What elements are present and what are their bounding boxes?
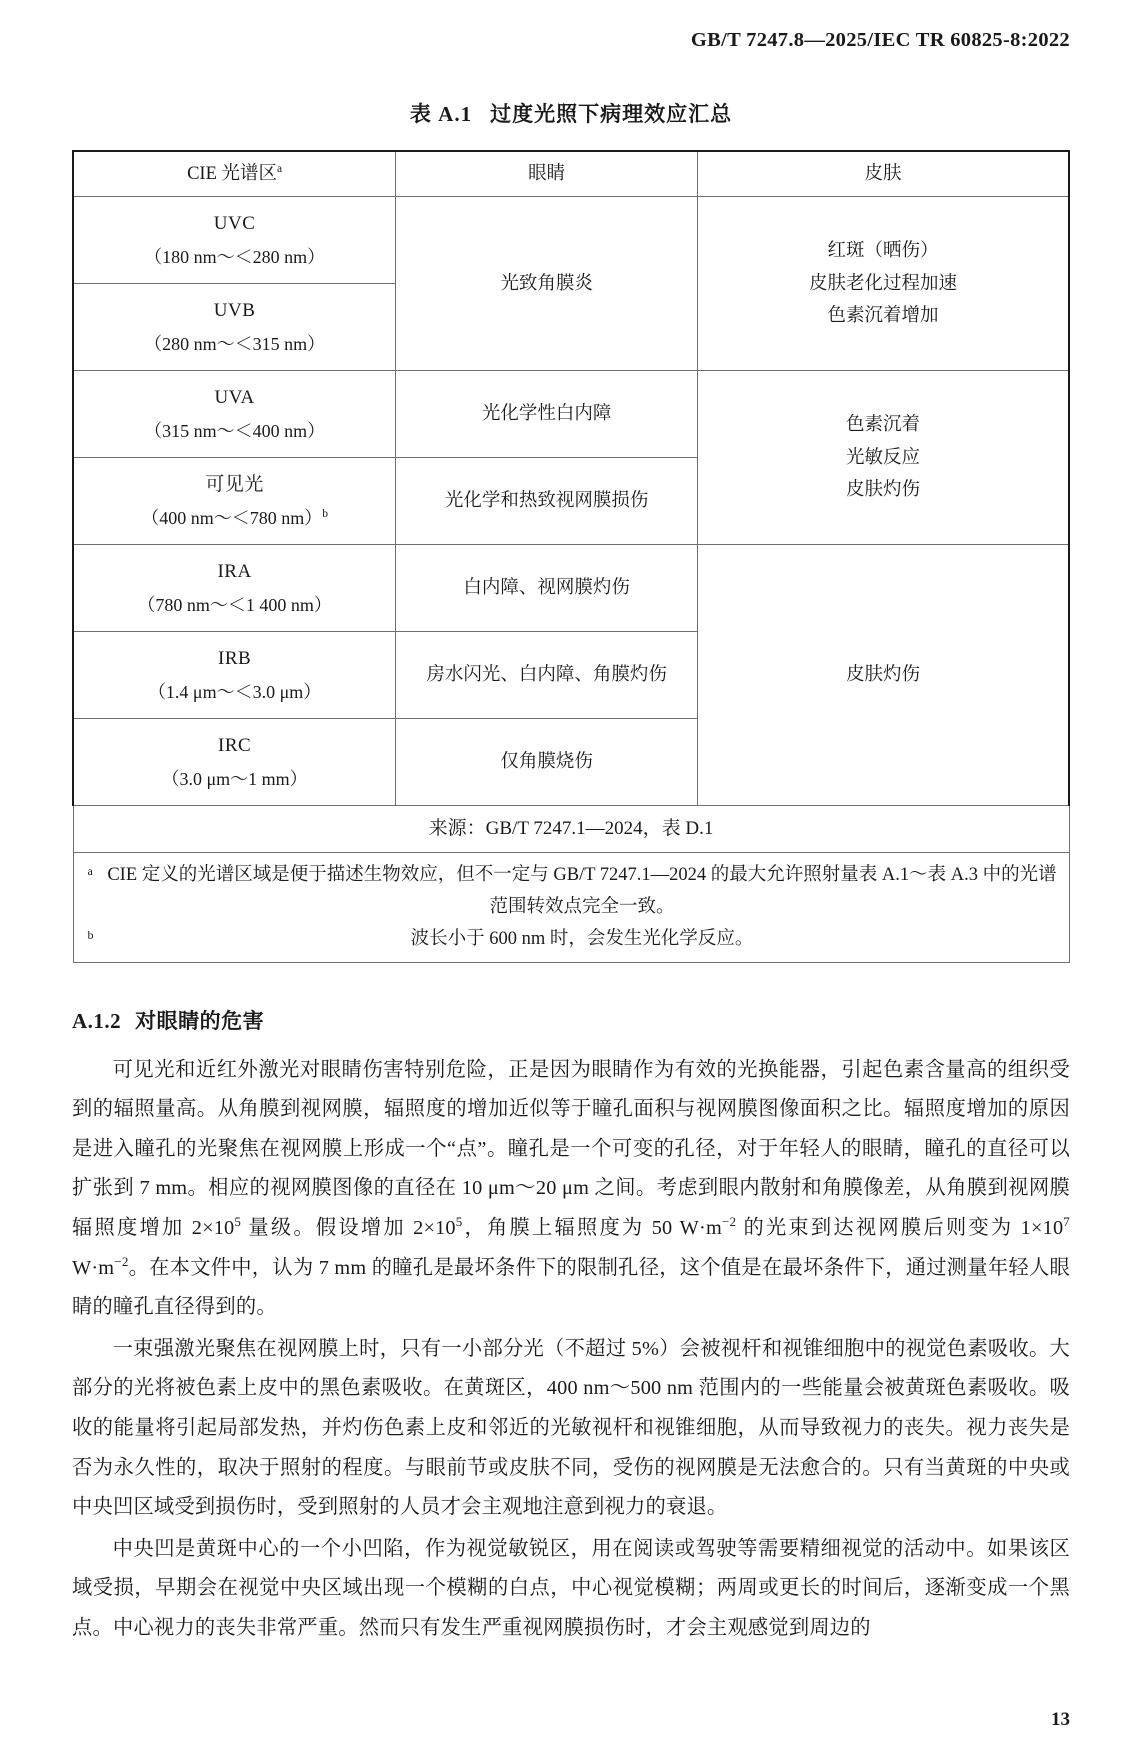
cell-band-uvb (73, 284, 396, 371)
exponent: −2 (721, 1214, 737, 1230)
skin-effect-line: 皮肤灼伤 (845, 480, 920, 501)
band-range: （1.4 μm～＜3.0 μm） (147, 682, 322, 703)
band-range: （280 nm～＜315 nm） (144, 334, 326, 355)
cell-band-ira (73, 545, 396, 632)
cell-eye-uva: 光化学性白内障 (396, 371, 698, 458)
footnote-mark-b: b (322, 508, 328, 521)
table-row-uvc (73, 197, 1069, 284)
cell-eye-irb: 房水闪光、白内障、角膜灼伤 (396, 632, 698, 719)
section-title: 对眼睛的危害 (135, 1008, 265, 1033)
band-name: UVB (213, 300, 256, 321)
table-row-uva (73, 371, 1069, 458)
exponent: 5 (234, 1214, 242, 1230)
footnote-b (82, 923, 1061, 955)
exponent: 5 (455, 1214, 463, 1230)
band-range: （3.0 μm～1 mm） (161, 769, 308, 790)
footnote-b-mark: b (87, 928, 94, 943)
table-header-row (73, 151, 1069, 197)
band-range: （780 nm～＜1 400 nm） (137, 595, 332, 616)
skin-effect-line: 光敏反应 (845, 447, 920, 468)
paragraph-3: 中央凹是黄斑中心的一个小凹陷，作为视觉敏锐区，用在阅读或驾驶等需要精细视觉的活动中。如果该区域受损，早期会在视觉中央区域出现一个模糊的白点，中心视觉模糊；两周或更长的时间后，逐渐变成一个黑点。中心视力的丧失非常严重。然而只有发生严重视网膜损伤时，才会主观感觉到周边的 (72, 1537, 1070, 1639)
band-name: IRB (218, 648, 252, 669)
exponent: 7 (1063, 1214, 1070, 1230)
footnote-b-text: 波长小于 600 nm 时，会发生光化学反应。 (410, 929, 754, 950)
paragraph-1-part-c: ，角膜上辐照度为 50 W·m (462, 1217, 722, 1240)
cell-band-visible (73, 458, 396, 545)
pathological-effects-table (72, 150, 1070, 963)
cell-band-irc (73, 719, 396, 806)
band-name: IRA (217, 561, 252, 582)
table-source-row (73, 806, 1069, 852)
cell-band-uva (73, 371, 396, 458)
column-header-eye: 眼睛 (396, 151, 698, 197)
exponent: −2 (114, 1253, 129, 1269)
column-header-spectral-region: CIE 光谱区$^a$ (73, 151, 396, 197)
paragraph-1-part-a: 可见光和近红外激光对眼睛伤害特别危险，正是因为眼睛作为有效的光换能器，引起色素含量高的组织受到的辐照量高。从角膜到视网膜，辐照度的增加近似等于瞳孔面积与视网膜图像面积之比。辐照度增加的原因是进入瞳孔的光聚焦在视网膜上形成一个“点”。瞳孔是一个可变的孔径，对于年轻人的眼睛，瞳孔的直径可以扩张到 7 mm。相应的视网膜图像的直径在 10 μm～20 μm 之间。考虑到眼内散射和角膜像差，从角膜到视网膜辐照度增加 2×10 (72, 1058, 1070, 1240)
cell-skin-uv-bc (697, 197, 1069, 371)
section-heading (72, 1005, 1070, 1035)
page-number: 13 (1051, 1709, 1070, 1730)
paragraph-1-part-e: W·m (72, 1256, 115, 1279)
skin-effect-line: 色素沉着 (845, 415, 920, 436)
band-name: UVC (213, 213, 256, 234)
table-caption-label: 表 A.1 (409, 102, 473, 126)
band-name: UVA (214, 387, 255, 408)
cell-eye-uvc-uvb: 光致角膜炎 (396, 197, 698, 371)
table-footnotes (73, 852, 1069, 962)
cell-eye-irc: 仅角膜烧伤 (396, 719, 698, 806)
cell-eye-visible: 光化学和热致视网膜损伤 (396, 458, 698, 545)
cell-skin-ir: 皮肤灼伤 (697, 545, 1069, 806)
section-number: A.1.2 (72, 1008, 122, 1033)
paragraph-1-part-d: 的光束到达视网膜后则变为 1×10 (736, 1217, 1064, 1240)
cell-band-irb (73, 632, 396, 719)
skin-effect-line: 皮肤老化过程加速 (808, 273, 957, 294)
cell-skin-uva-visible (697, 371, 1069, 545)
table-row-ira (73, 545, 1069, 632)
band-name: IRC (218, 735, 252, 756)
paragraph-1 (72, 1051, 1070, 1328)
skin-effect-line: 红斑（晒伤） (827, 241, 939, 262)
skin-effect-line: 色素沉着增加 (827, 306, 939, 327)
cell-eye-ira: 白内障、视网膜灼伤 (396, 545, 698, 632)
table-source: 来源：GB/T 7247.1—2024，表 D.1 (73, 806, 1069, 852)
band-range: （400 nm～＜780 nm）$^b$ (141, 508, 328, 529)
table-footnotes-row (73, 852, 1069, 962)
footnote-a (82, 859, 1061, 924)
column-header-skin: 皮肤 (697, 151, 1069, 197)
standard-reference: GB/T 7247.8—2025/IEC TR 60825-8:2022 (690, 28, 1070, 51)
table-caption-title: 过度光照下病理效应汇总 (490, 102, 733, 126)
band-name: 可见光 (205, 474, 264, 495)
footnote-a-text: CIE 定义的光谱区域是便于描述生物效应，但不一定与 GB/T 7247.1—2024 的最大允许照射量表 A.1～表 A.3 中的光谱范围转效点完全一致。 (107, 864, 1057, 917)
paragraph-1-part-f: 。在本文件中，认为 7 mm 的瞳孔是最坏条件下的限制孔径，这个值是在最坏条件下，通过测量年轻人眼睛的瞳孔直径得到的。 (72, 1256, 1070, 1319)
footnote-a-mark: a (87, 863, 93, 878)
paragraph-2: 一束强激光聚焦在视网膜上时，只有一小部分光（不超过 5%）会被视杆和视锥细胞中的视觉色素吸收。大部分的光将被色素上皮中的黑色素吸收。在黄斑区，400 nm～500 nm 范围内的一些能量会被黄斑色素吸收。吸收的能量将引起局部发热，并灼伤色素上皮和邻近的光敏视杆和视锥细胞，从而导致视力的丧失。视力丧失是否为永久性的，取决于照射的程度。与眼前节或皮肤不同，受伤的视网膜是无法愈合的。只有当黄斑的中央或中央凹区域受到损伤时，受到照射的人员才会主观地注意到视力的衰退。 (72, 1337, 1070, 1519)
cell-band-uvc (73, 197, 396, 284)
band-range: （180 nm～＜280 nm） (144, 247, 326, 268)
footnote-mark-a: a (277, 162, 283, 175)
paragraph-1-part-b: 量级。假设增加 2×10 (241, 1217, 456, 1240)
table-caption (72, 98, 1070, 128)
page-header (72, 0, 1070, 62)
band-range: （315 nm～＜400 nm） (144, 421, 326, 442)
